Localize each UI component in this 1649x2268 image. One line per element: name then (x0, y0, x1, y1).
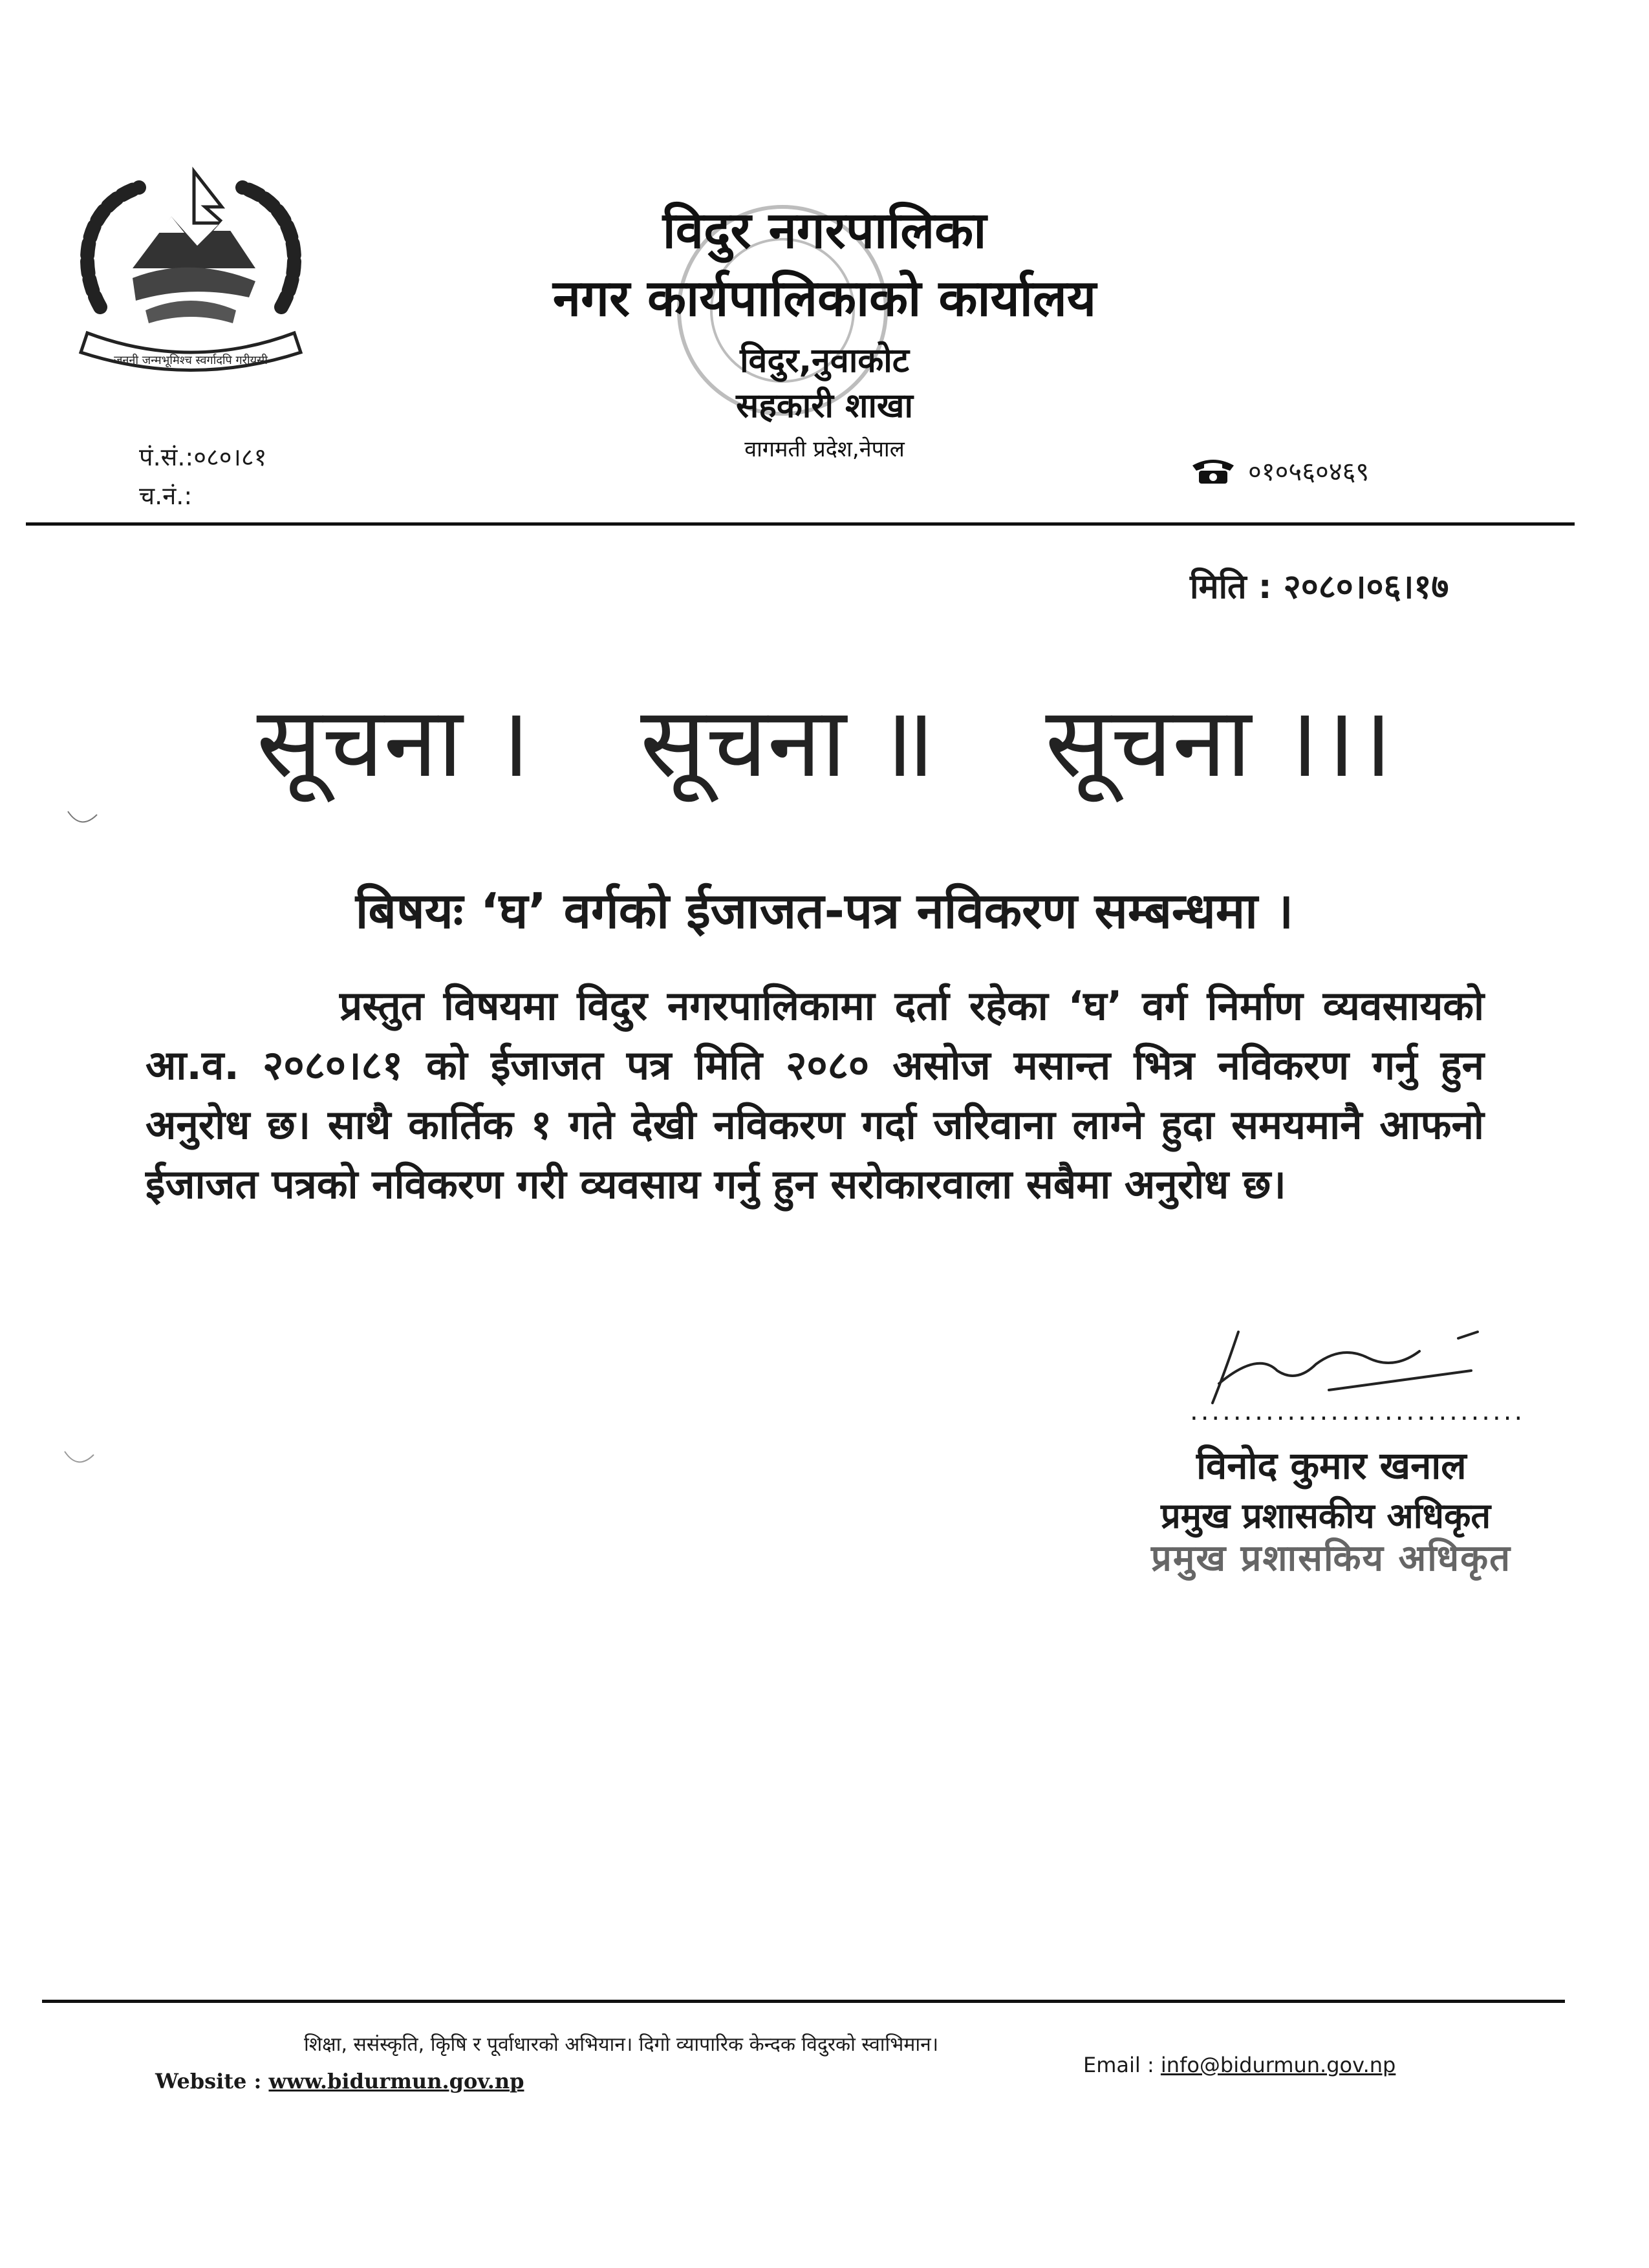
punch-hole-mark (61, 1448, 97, 1468)
punch-hole-mark (65, 808, 100, 828)
reference-number: पं.सं.:०८०।८१ (139, 443, 267, 471)
phone-number: ०१०५६०४६९ (1248, 457, 1370, 487)
footer-website (155, 2069, 524, 2093)
notice-body: प्रस्तुत विषयमा विदुर नगरपालिकामा दर्ता रहेका ‘घ’ वर्ग निर्माण व्यवसायको आ.व. २०८०।८१ को ईजाजत पत्र मिति २०८० असोज मसान्त भित्र नविकरण गर्नु हुन अनुरोध छ। साथै कार्तिक १ गते देखी नविकरण गर्दा जरिवाना लाग्ने हुदा समयमानै आफनो ईजाजत पत्रको नविकरण गरी व्यवसाय गर्नु हुन सरोकारवाला सबैमा अनुरोध छ। (146, 982, 1484, 1208)
emblem-motto: जननी जन्मभूमिश्च स्वर्गादपि गरीयसी (114, 354, 268, 367)
dispatch-number: च.नं.: (139, 482, 193, 510)
email-label: Email : (1083, 2053, 1154, 2077)
notice-word: सूचना ॥ (640, 687, 936, 799)
footer-email (1083, 2053, 1396, 2077)
website-link[interactable]: www.bidurmun.gov.np (268, 2069, 524, 2093)
notice-subject: बिषयः ‘घ’ वर्गको ईजाजत-पत्र नविकरण सम्बन्धमा । (355, 882, 1294, 939)
website-label: Website : (155, 2069, 262, 2093)
phone-contact (1190, 453, 1369, 488)
header-divider (26, 522, 1575, 526)
office-province: वागमती प्रदेश,नेपाल (744, 436, 905, 462)
document-date: मिति : २०८०।०६।१७ (1190, 568, 1449, 606)
office-branch: सहकारी शाखा (736, 387, 913, 425)
signatory-title: प्रमुख प्रशासकीय अधिकृत (1161, 1495, 1491, 1536)
office-name: विदुर नगरपालिका (662, 202, 987, 260)
email-link[interactable]: info@bidurmun.gov.np (1160, 2053, 1396, 2077)
notice-headline (0, 672, 1649, 804)
signature-line: ............................... (1190, 1396, 1525, 1426)
notice-word: सूचना ।।। (1045, 687, 1393, 799)
office-subtitle: नगर कार्यपालिकाको कार्यालय (552, 270, 1097, 328)
footer-tagline: शिक्षा, ससंस्कृति, किृषि र पूर्वाधारको अभियान। दिगो व्यापारिक केन्दक विदुरको स्वाभिमान। (304, 2033, 939, 2056)
telephone-icon (1190, 456, 1236, 485)
notice-word: सूचना । (256, 687, 530, 799)
footer-divider (42, 2000, 1565, 2003)
signatory-stamp: प्रमुख प्रशासकिय अधिकृत (1151, 1537, 1512, 1579)
office-location: विदुर,नुवाकोट (740, 341, 909, 380)
signatory-name: विनोद कुमार खनाल (1196, 1444, 1467, 1488)
